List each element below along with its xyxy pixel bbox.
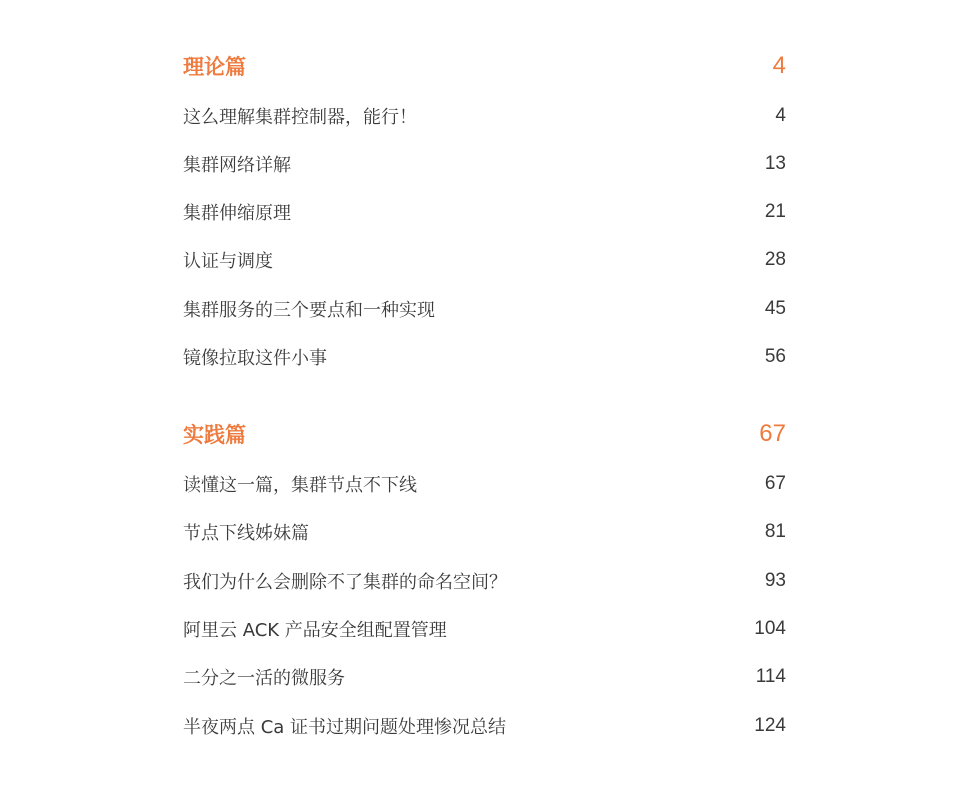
entry-title: 镜像拉取这件小事: [183, 348, 327, 369]
entry-title: 认证与调度: [183, 251, 273, 272]
toc-entry[interactable]: [183, 101, 786, 131]
toc-entry[interactable]: [183, 711, 786, 741]
entry-page-number: 93: [764, 570, 786, 591]
section-page-number: 67: [759, 420, 786, 447]
section-title: 理论篇: [183, 55, 246, 79]
toc-entry[interactable]: [183, 662, 786, 692]
entry-page-number: 21: [764, 201, 786, 222]
toc-entry[interactable]: [183, 197, 786, 227]
entry-title: 阿里云 ACK 产品安全组配置管理: [183, 620, 447, 641]
toc-entry[interactable]: [183, 517, 786, 547]
entry-page-number: 13: [764, 153, 786, 174]
toc-entry[interactable]: [183, 342, 786, 372]
section-title: 实践篇: [183, 423, 246, 447]
toc-entry[interactable]: [183, 566, 786, 596]
toc-entry[interactable]: [183, 245, 786, 275]
entry-title: 这么理解集群控制器，能行！: [183, 107, 417, 128]
toc-entry[interactable]: [183, 614, 786, 644]
entry-page-number: 124: [754, 715, 786, 736]
entry-page-number: 56: [764, 346, 786, 367]
entry-title: 我们为什么会删除不了集群的命名空间？: [183, 572, 507, 593]
entry-page-number: 67: [764, 473, 786, 494]
entry-title: 二分之一活的微服务: [183, 668, 345, 689]
entry-title: 集群网络详解: [183, 155, 291, 176]
entry-page-number: 81: [764, 521, 786, 542]
entry-title: 读懂这一篇，集群节点不下线: [183, 475, 417, 496]
toc-entry[interactable]: [183, 294, 786, 324]
entry-page-number: 4: [775, 105, 786, 126]
toc-entry[interactable]: [183, 469, 786, 499]
entry-title: 半夜两点 Ca 证书过期问题处理惨况总结: [183, 717, 507, 738]
entry-page-number: 28: [764, 249, 786, 270]
section-page-number: 4: [772, 52, 786, 79]
toc-section-heading[interactable]: [183, 51, 786, 81]
entry-title: 集群服务的三个要点和一种实现: [183, 300, 435, 321]
entry-page-number: 45: [764, 298, 786, 319]
entry-page-number: 114: [755, 666, 786, 687]
entry-page-number: 104: [754, 618, 786, 639]
entry-title: 集群伸缩原理: [183, 203, 291, 224]
entry-title: 节点下线姊妹篇: [183, 523, 309, 544]
toc-section-heading[interactable]: [183, 419, 786, 449]
toc-entry[interactable]: [183, 149, 786, 179]
